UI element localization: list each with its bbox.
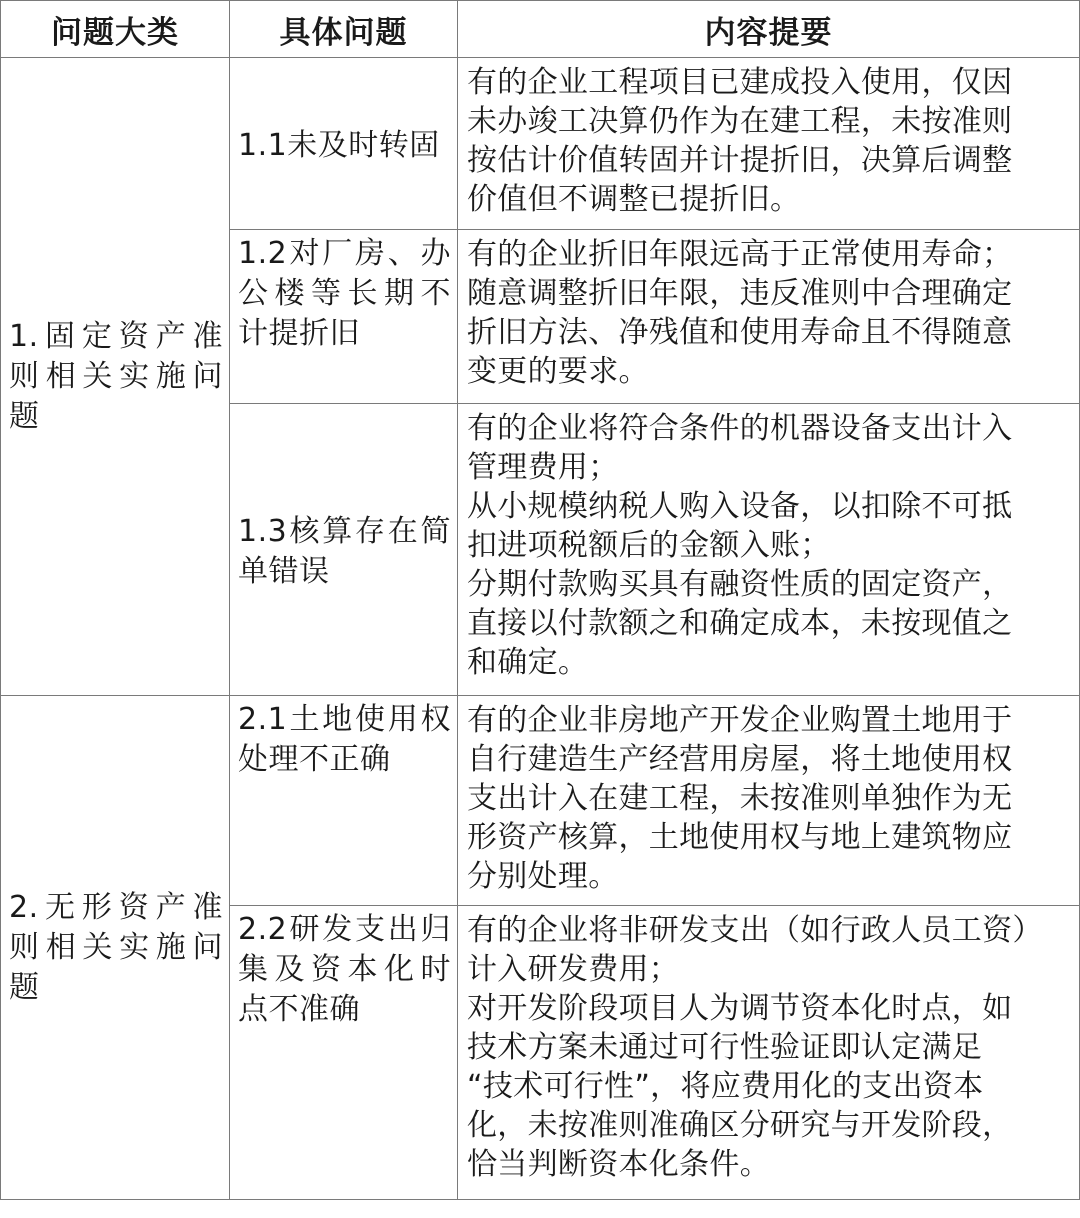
summary-text: 和确定。: [467, 645, 589, 680]
summary-text: 扣进项税额后的金额入账；: [467, 528, 831, 563]
issue-cell: [230, 696, 458, 906]
issue-cell: [230, 230, 458, 404]
summary-text: 有的企业将非研发支出（如行政人员工资）: [467, 913, 1043, 948]
issue-label: 公楼等长期不: [238, 276, 451, 311]
summary-text: 有的企业工程项目已建成投入使用，仅因: [467, 65, 1013, 100]
issue-label: 2.2研发支出归: [238, 912, 451, 947]
issue-cell: [230, 906, 458, 1200]
category-cell-fixed-assets: [1, 58, 230, 696]
category-label: 1.固定资产准: [9, 318, 223, 354]
category-cell-intangible-assets: [1, 696, 230, 1200]
summary-text: 分别处理。: [467, 859, 619, 894]
issue-label: 1.1未及时转固: [238, 127, 440, 163]
issue-label: 1.2对厂房、办: [238, 236, 451, 271]
header-category: 问题大类: [1, 1, 230, 58]
summary-text: 有的企业将符合条件的机器设备支出计入: [467, 411, 1013, 446]
issue-label: 单错误: [238, 553, 330, 589]
summary-text: 从小规模纳税人购入设备，以扣除不可抵: [467, 489, 1013, 524]
issue-label: 计提折旧: [238, 316, 360, 351]
summary-text: 折旧方法、净残值和使用寿命且不得随意: [467, 315, 1013, 350]
summary-text: 随意调整折旧年限，违反准则中合理确定: [467, 276, 1013, 311]
issue-label: 点不准确: [238, 992, 360, 1027]
summary-cell: [458, 696, 1080, 906]
table-row: [1, 58, 1080, 230]
summary-text: 自行建造生产经营用房屋，将土地使用权: [467, 742, 1013, 777]
issue-label: 集及资本化时: [238, 952, 451, 987]
summary-text: 管理费用；: [467, 450, 619, 485]
category-label: 2.无形资产准: [9, 889, 223, 925]
category-label: 则相关实施问: [9, 929, 223, 965]
issue-cell: [230, 404, 458, 696]
summary-text: 形资产核算，土地使用权与地上建筑物应: [467, 820, 1013, 855]
table-row: [1, 696, 1080, 906]
issue-label: 处理不正确: [238, 742, 391, 777]
summary-text: 技术方案未通过可行性验证即认定满足: [467, 1030, 983, 1065]
summary-text: 支出计入在建工程，未按准则单独作为无: [467, 781, 1013, 816]
header-summary: 内容提要: [458, 1, 1080, 58]
summary-text: 价值但不调整已提折旧。: [467, 182, 801, 217]
summary-text: 有的企业折旧年限远高于正常使用寿命；: [467, 237, 1013, 272]
issue-label: 1.3核算存在简: [238, 513, 451, 549]
summary-text: 分期付款购买具有融资性质的固定资产，: [467, 567, 1013, 602]
issue-label: 2.1土地使用权: [238, 702, 451, 737]
summary-cell: [458, 906, 1080, 1200]
summary-text: 未办竣工决算仍作为在建工程，未按准则: [467, 104, 1013, 139]
category-label: 则相关实施问: [9, 358, 223, 394]
summary-text: 对开发阶段项目人为调节资本化时点，如: [467, 991, 1013, 1026]
issue-cell: [230, 58, 458, 230]
summary-cell: [458, 230, 1080, 404]
summary-text: 按估计价值转固并计提折旧，决算后调整: [467, 143, 1013, 178]
summary-text: “技术可行性”，将应费用化的支出资本: [467, 1069, 984, 1104]
summary-cell: [458, 58, 1080, 230]
summary-text: 化，未按准则准确区分研究与开发阶段，: [467, 1108, 1013, 1143]
header-issue: 具体问题: [230, 1, 458, 58]
summary-text: 直接以付款额之和确定成本，未按现值之: [467, 606, 1013, 641]
summary-cell: [458, 404, 1080, 696]
summary-text: 有的企业非房地产开发企业购置土地用于: [467, 703, 1013, 738]
category-label: 题: [9, 398, 40, 434]
category-label: 题: [9, 969, 40, 1005]
summary-text: 变更的要求。: [467, 354, 649, 389]
summary-text: 恰当判断资本化条件。: [467, 1147, 770, 1182]
summary-text: 计入研发费用；: [467, 952, 680, 987]
header-row: [1, 1, 1080, 58]
